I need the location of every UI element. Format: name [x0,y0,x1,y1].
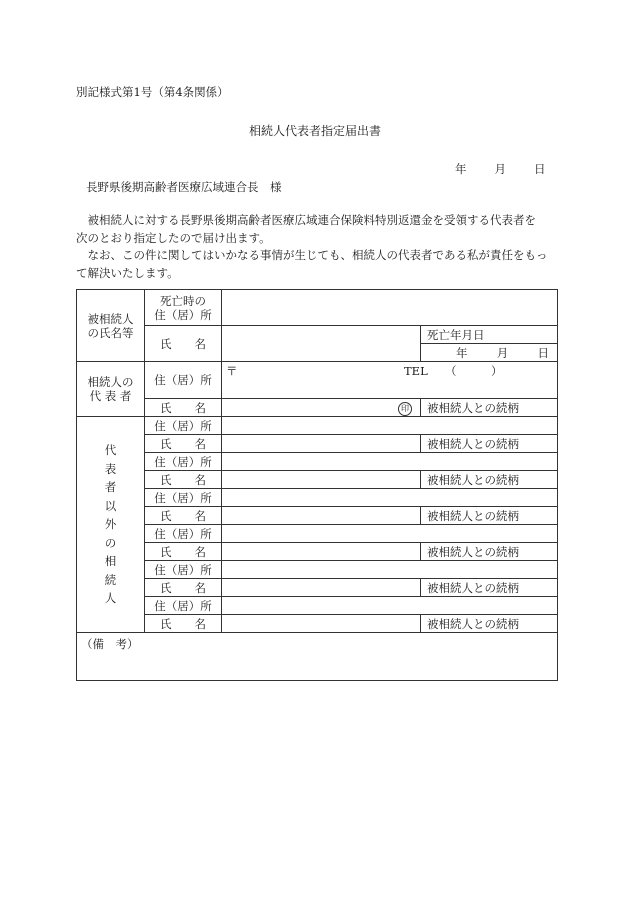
relation-label: 被相続人との続柄 [421,471,558,489]
relation-label: 被相続人との続柄 [421,435,558,453]
relation-label: 被相続人との続柄 [421,399,558,417]
body-line: 被相続人に対する長野県後期高齢者医療広域連合保険料特別返還金を受領する代表者を [76,213,536,227]
death-date-label: 死亡年月日 [421,326,558,344]
rep-address-field[interactable] [222,362,558,399]
body-line: 次のとおり指定したので届け出ます。 [76,230,271,245]
tel-label: TEL （ ） [404,364,503,378]
heir-address-field[interactable] [222,597,558,615]
death-address-field[interactable] [222,290,558,326]
deceased-name-field[interactable] [222,326,421,362]
rep-name-field[interactable] [222,399,421,417]
heir-address-label: 住（居）所 [145,417,222,435]
death-date-field[interactable]: 年 月 日 [421,344,558,362]
heir-address-field[interactable] [222,453,558,471]
relation-label: 被相続人との続柄 [421,543,558,561]
death-address-label: 死亡時の 住（居）所 [145,290,222,326]
form-reference: 別記様式第1号（第4条関係） [76,85,229,99]
heir-address-field[interactable] [222,417,558,435]
designation-form-table [76,289,558,681]
heir-address-field[interactable] [222,525,558,543]
heir-name-field[interactable] [222,471,421,489]
heir-address-label: 住（居）所 [145,525,222,543]
date-year: 年 [455,162,467,176]
relation-label: 被相続人との続柄 [421,615,558,633]
heir-address-field[interactable] [222,489,558,507]
heir-name-field[interactable] [222,543,421,561]
relation-label: 被相続人との続柄 [421,507,558,525]
representative-label: 相続人の 代 表 者 [77,362,145,417]
heir-address-label: 住（居）所 [145,597,222,615]
rep-name-label: 氏 名 [145,399,222,417]
heir-address-label: 住（居）所 [145,453,222,471]
body-line: なお、この件に関してはいかなる事情が生じても、相続人の代表者である私が責任をもっ [76,248,548,262]
deceased-label: 被相続人 の氏名等 [77,290,145,362]
heir-address-field[interactable] [222,561,558,579]
other-heirs-label: 代 表 者 以 外 の 相 続 人 [77,417,145,633]
relation-label: 被相続人との続柄 [421,579,558,597]
addressee: 長野県後期高齢者医療広域連合長 様 [86,180,282,194]
heir-name-label: 氏 名 [145,543,222,561]
heir-name-label: 氏 名 [145,471,222,489]
date-line [455,161,546,177]
heir-name-field[interactable] [222,615,421,633]
remarks-field[interactable] [77,633,558,681]
heir-address-label: 住（居）所 [145,489,222,507]
body-line: て解決いたします。 [76,265,179,280]
heir-name-field[interactable] [222,435,421,453]
rep-address-label: 住（居）所 [145,362,222,399]
heir-address-label: 住（居）所 [145,561,222,579]
seal-mark: 印 [398,402,412,416]
heir-name-label: 氏 名 [145,507,222,525]
postal-mark: 〒 [226,364,238,378]
deceased-name-label: 氏 名 [145,326,222,362]
body-text [76,212,556,282]
heir-name-label: 氏 名 [145,579,222,597]
heir-name-label: 氏 名 [145,615,222,633]
document-title: 相続人代表者指定届出書 [248,124,381,138]
remarks-label: （備 考） [81,637,139,651]
date-month: 月 [494,162,506,176]
heir-name-field[interactable] [222,579,421,597]
heir-name-field[interactable] [222,507,421,525]
date-day: 日 [534,162,546,176]
heir-name-label: 氏 名 [145,435,222,453]
